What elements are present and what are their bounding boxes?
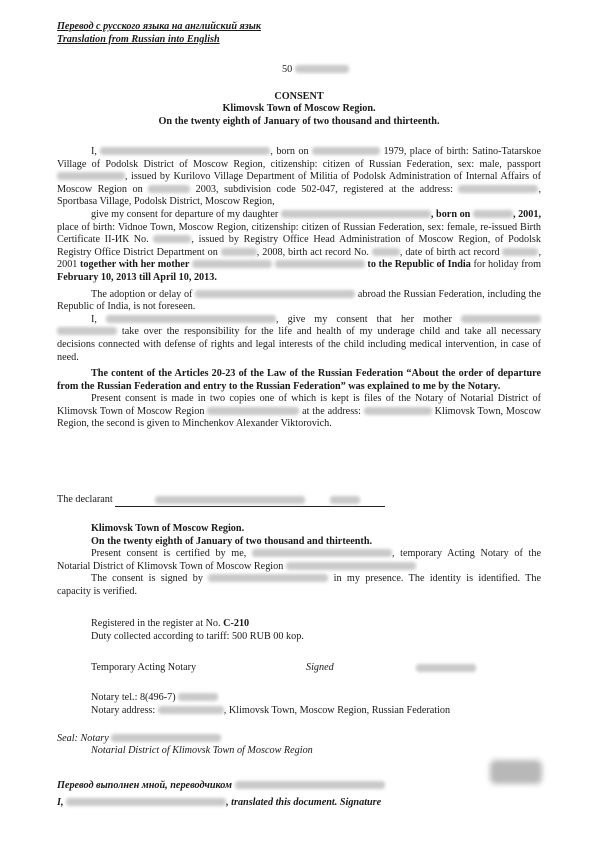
notary-address bbox=[91, 705, 450, 718]
text: together with her mother bbox=[80, 259, 190, 271]
redacted bbox=[330, 496, 360, 504]
title-town: Klimovsk Town of Moscow Region. bbox=[222, 103, 376, 114]
title-consent: CONSENT bbox=[274, 91, 324, 102]
text: , give my consent that her mother bbox=[276, 313, 452, 325]
paragraph-adoption bbox=[57, 289, 541, 314]
text: Klimovsk Town, Moscow Region, the second is given to Minchenkov Alexander Viktorovich. bbox=[57, 405, 542, 430]
redacted bbox=[252, 549, 392, 557]
redacted bbox=[153, 235, 191, 243]
text: , issued by Registry Office Head Administration of Moscow Region, of Podolsk Registry Office District Department on bbox=[57, 234, 541, 258]
text: Notary address: bbox=[91, 705, 156, 716]
redacted bbox=[155, 496, 305, 504]
redacted bbox=[148, 185, 190, 193]
redacted bbox=[275, 260, 365, 268]
redacted bbox=[57, 172, 125, 180]
footer-ru bbox=[57, 780, 385, 793]
cert-line-2 bbox=[57, 573, 541, 598]
text: Перевод выполнен мной, переводчиком bbox=[57, 780, 232, 791]
redacted bbox=[461, 315, 541, 323]
translator-signature bbox=[490, 760, 542, 784]
text: The consent is signed by bbox=[91, 573, 203, 585]
text: 2003, subdivision code 502-047, registered at the address: bbox=[195, 183, 453, 195]
text: to the Republic of India bbox=[367, 259, 471, 271]
redacted bbox=[192, 260, 272, 268]
text: take over the responsibility for the life and health of my underage child and take all necessary decisions connected with defense of rights and legal interests of the child including medical intervention, in case of need. bbox=[57, 326, 541, 363]
redacted bbox=[281, 210, 431, 218]
redacted bbox=[178, 693, 218, 701]
seal-line-2: Notarial District of Klimovsk Town of Moscow Region bbox=[91, 745, 313, 756]
text: I, bbox=[91, 313, 97, 325]
register-line bbox=[91, 618, 249, 631]
text: , Klimovsk Town, Moscow Region, Russian Federation bbox=[223, 705, 451, 716]
text: , date of birth act record bbox=[399, 246, 500, 258]
cert-line-1 bbox=[57, 548, 541, 573]
cert-paragraph bbox=[57, 548, 541, 598]
notary-name-redacted bbox=[416, 663, 476, 676]
cert-date: On the twenty eighth of January of two thousand and thirteenth. bbox=[91, 536, 373, 547]
text: , 2001, bbox=[512, 208, 541, 220]
register-number: C-210 bbox=[223, 618, 250, 629]
text: , translated this document. Signature bbox=[226, 797, 382, 808]
text: , born on bbox=[270, 146, 309, 157]
paragraph-daughter bbox=[57, 209, 541, 285]
text: Registered in the register at No. bbox=[91, 618, 221, 629]
text: , issued by Kurilovo Village Department of Militia of Podolsk Administration of Internal Affairs of Moscow Region on bbox=[57, 171, 541, 195]
notary-label: Temporary Acting Notary bbox=[91, 662, 197, 673]
redacted bbox=[100, 147, 270, 155]
text: place of birth: Vidnoe Town, Moscow Region, citizenship: citizen of Russian Federation, sex: female, re-issued Birth Certificate II-ИК No. bbox=[57, 221, 541, 246]
redacted bbox=[312, 147, 380, 155]
header-en: Translation from Russian into English bbox=[57, 34, 220, 45]
text: at the address: bbox=[302, 405, 361, 417]
redacted bbox=[111, 734, 221, 742]
redacted bbox=[66, 798, 226, 806]
text: February 10, 2013 till April 10, 2013. bbox=[57, 271, 217, 283]
redacted bbox=[473, 210, 513, 218]
consent-body bbox=[57, 146, 541, 431]
doc-number bbox=[282, 64, 349, 77]
text: give my consent for departure of my daughter bbox=[91, 208, 279, 220]
text: , Sportbasa Village, Podolsk District, Moscow Region, bbox=[57, 183, 542, 208]
declarant-line bbox=[57, 494, 385, 507]
duty-line: Duty collected according to tariff: 500 RUB 00 kop. bbox=[91, 631, 304, 642]
text: 1979, place of birth: Satino-Tatarskoe Village of Podolsk District of Moscow Region, citizenship: citizen of Russian Federation, sex: male, passport bbox=[57, 146, 541, 170]
text: , 2001 bbox=[57, 246, 542, 271]
redacted bbox=[106, 315, 276, 323]
footer-en bbox=[57, 797, 381, 810]
redacted bbox=[458, 185, 538, 193]
signature-line bbox=[115, 496, 385, 507]
redacted bbox=[158, 706, 224, 714]
redacted bbox=[57, 327, 117, 335]
text: Present consent is made in two copies one of which is kept is files of the Notary of Notarial District of Klimovsk Town of Moscow Region bbox=[57, 393, 541, 417]
paragraph-responsibility bbox=[57, 314, 541, 364]
text: in my presence. The identity is identified. The capacity is verified. bbox=[57, 573, 542, 597]
notary-signed: Signed bbox=[306, 662, 334, 673]
seal-line-1 bbox=[57, 733, 221, 746]
redacted bbox=[416, 664, 476, 672]
paragraph-identity bbox=[57, 146, 541, 209]
text: for holiday from bbox=[473, 259, 542, 271]
redacted bbox=[208, 574, 328, 582]
text: , temporary Acting Notary of the Notarial District of Klimovsk Town of Moscow Region bbox=[57, 548, 541, 572]
redacted bbox=[364, 407, 432, 415]
paragraph-law: The content of the Articles 20-23 of the Law of the Russian Federation “About the order of departure from the Russian Federation and entry to the Russian Federation” was explained to me by the Notary. bbox=[57, 368, 541, 392]
redacted bbox=[286, 562, 416, 570]
text: I, bbox=[57, 797, 64, 808]
redacted bbox=[221, 248, 257, 256]
redacted bbox=[295, 65, 349, 73]
text: The adoption or delay of bbox=[91, 288, 193, 300]
declarant-label: The declarant bbox=[57, 494, 113, 505]
doc-number-value: 50 bbox=[282, 64, 293, 75]
title-date: On the twenty eighth of January of two thousand and thirteenth. bbox=[158, 116, 440, 127]
notary-tel bbox=[91, 692, 218, 705]
redacted bbox=[207, 407, 299, 415]
text: abroad the Russian Federation, including the Republic of India, is not foreseen. bbox=[57, 288, 542, 313]
paragraph-copies bbox=[57, 393, 541, 431]
text: I, bbox=[91, 146, 97, 157]
cert-town: Klimovsk Town of Moscow Region. bbox=[91, 523, 245, 534]
redacted bbox=[195, 290, 355, 298]
text: , born on bbox=[430, 208, 471, 220]
text: , 2008, birth act record No. bbox=[256, 246, 369, 258]
text: Seal: Notary bbox=[57, 733, 109, 744]
redacted bbox=[235, 781, 385, 789]
text: Notary tel.: 8(496-7) bbox=[91, 692, 176, 703]
redacted bbox=[502, 248, 538, 256]
header-ru: Перевод с русского языка на английский язык bbox=[57, 21, 261, 32]
text: Present consent is certified by me, bbox=[91, 548, 247, 559]
redacted bbox=[372, 248, 400, 256]
